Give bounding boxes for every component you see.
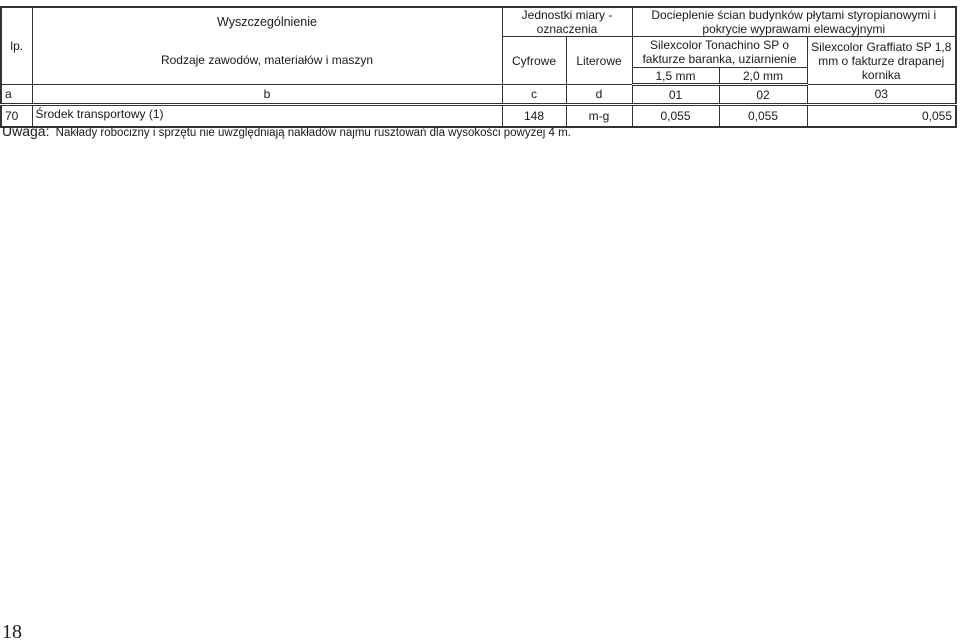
column-code-d: d	[566, 85, 632, 105]
header-variant-a: Silexcolor Tonachino SP o fakturze baranka, uziarnienie	[632, 37, 807, 68]
column-code-c: c	[502, 85, 566, 105]
column-code-03: 03	[807, 85, 956, 105]
note-lead: Uwaga:	[2, 123, 50, 139]
header-work-title: Docieplenie ścian budynków płytami styropianowymi i pokrycie wyprawami elewacyjnymi	[632, 7, 956, 37]
row-name: Środek transportowy (1)	[32, 105, 502, 127]
header-variant-a-size-2: 2,0 mm	[719, 68, 807, 85]
column-code-02: 02	[719, 85, 807, 105]
row-value-02: 0,055	[719, 105, 807, 127]
column-code-a: a	[1, 85, 32, 105]
header-lp: lp.	[1, 7, 32, 85]
row-lp: 70	[1, 105, 32, 127]
header-units-numeric: Cyfrowe	[502, 37, 566, 85]
note-text: Nakłady robocizny i sprzętu nie uwzględniają nakładów najmu rusztowań dla wysokości powyżej 4 m.	[55, 127, 571, 139]
header-variant-a-size-1: 1,5 mm	[632, 68, 719, 85]
column-code-01: 01	[632, 85, 719, 105]
header-description-title: Wyszczególnienie	[32, 7, 502, 37]
column-code-b: b	[32, 85, 502, 105]
row-value-01: 0,055	[632, 105, 719, 127]
header-units-letter: Literowe	[566, 37, 632, 85]
row-value-03: 0,055	[807, 105, 956, 127]
row-unit-code: 148	[502, 105, 566, 127]
header-variant-b: Silexcolor Graffiato SP 1,8 mm o fakturze drapanej kornika	[807, 37, 956, 85]
note	[2, 123, 571, 139]
norm-table	[0, 6, 957, 128]
row-unit-symbol: m-g	[566, 105, 632, 127]
header-description-subtitle: Rodzaje zawodów, materiałów i maszyn	[32, 37, 502, 85]
page-number: 18	[2, 621, 22, 643]
header-units-title: Jednostki miary - oznaczenia	[502, 7, 632, 37]
